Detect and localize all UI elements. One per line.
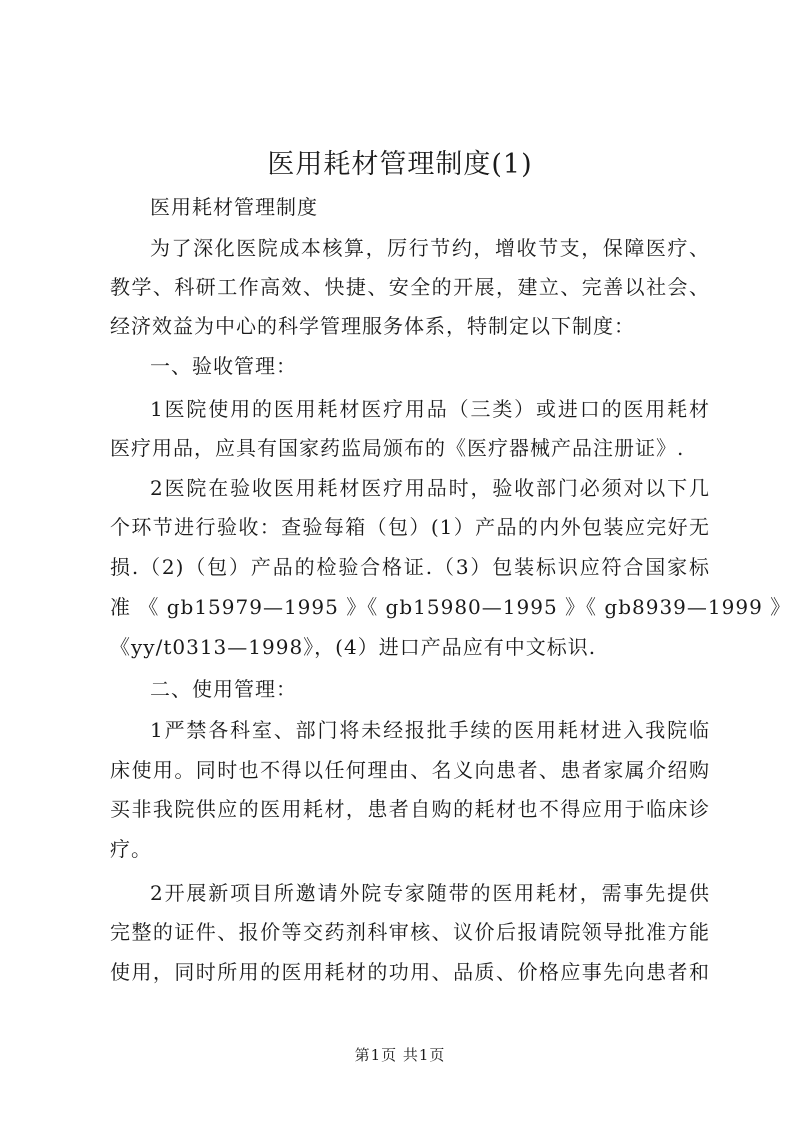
usage-item1-line-3: 买非我院供应的医用耗材，患者自购的耗材也不得应用于临床诊 xyxy=(110,797,710,821)
usage-item1-line-4: 疗。 xyxy=(110,837,152,861)
intro-line-2: 教学、科研工作高效、快捷、安全的开展，建立、完善以社会、 xyxy=(110,275,710,299)
acceptance-item1-line-1: 1医院使用的医用耗材医疗用品（三类）或进口的医用耗材 xyxy=(150,397,710,421)
paragraph-heading: 医用耗材管理制度 xyxy=(150,195,318,219)
acceptance-item2-line-3: 损.（2)（包）产品的检验合格证.（3）包装标识应符合国家标 xyxy=(110,555,710,579)
intro-line-1: 为了深化医院成本核算，厉行节约，增收节支，保障医疗、 xyxy=(150,236,710,260)
intro-line-3: 经济效益为中心的科学管理服务体系，特制定以下制度： xyxy=(110,314,635,338)
acceptance-item2-line-4: 准 《 gb15979—1995 》《 gb15980—1995 》《 gb8939—1999 》 xyxy=(110,595,792,619)
usage-item2-line-3: 使用，同时所用的医用耗材的功用、品质、价格应事先向患者和 xyxy=(110,960,710,984)
usage-item2-line-2: 完整的证件、报价等交药剂科审核、议价后报请院领导批准方能 xyxy=(110,920,710,944)
section-heading-usage: 二、使用管理： xyxy=(150,677,297,701)
usage-item2-line-1: 2开展新项目所邀请外院专家随带的医用耗材，需事先提供 xyxy=(150,881,710,905)
usage-item1-line-1: 1严禁各科室、部门将未经报批手续的医用耗材进入我院临 xyxy=(150,718,710,742)
acceptance-item2-line-5: 《yy/t0313—1998》，(4）进口产品应有中文标识. xyxy=(110,635,597,659)
acceptance-item1-line-2: 医疗用品，应具有国家药监局颁布的《医疗器械产品注册证》. xyxy=(110,436,685,460)
acceptance-item2-line-2: 个环节进行验收：查验每箱（包）(1）产品的内外包装应完好无 xyxy=(110,515,710,539)
section-heading-acceptance: 一、验收管理： xyxy=(150,354,297,378)
acceptance-item2-line-1: 2医院在验收医用耗材医疗用品时，验收部门必须对以下几 xyxy=(150,476,710,500)
document-title: 医用耗材管理制度(1) xyxy=(267,149,533,180)
usage-item1-line-2: 床使用。同时也不得以任何理由、名义向患者、患者家属介绍购 xyxy=(110,758,710,782)
page-footer: 第1页 共1页 xyxy=(354,1046,446,1064)
